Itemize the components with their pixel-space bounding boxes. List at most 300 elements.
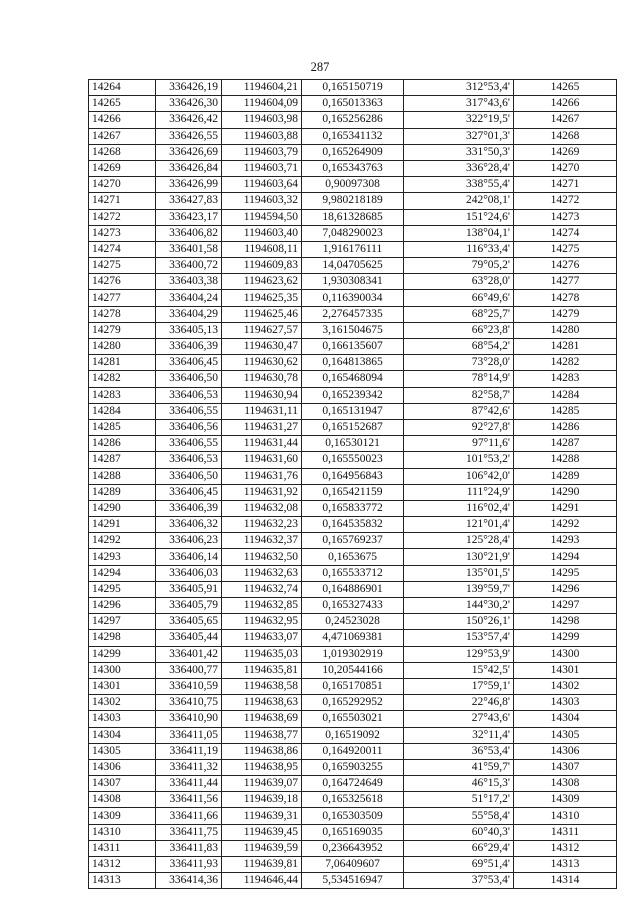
x-coordinate-cell: 336406,50: [156, 468, 222, 484]
distance-cell: 0,165550023: [302, 452, 404, 468]
coordinates-table: [88, 79, 617, 889]
table-row: [89, 517, 617, 533]
distance-cell: 3,161504675: [302, 322, 404, 338]
y-coordinate-cell: 1194632,95: [222, 614, 302, 630]
x-coordinate-cell: 336411,19: [156, 743, 222, 759]
distance-cell: 0,165131947: [302, 403, 404, 419]
point-number-cell: 14288: [89, 468, 156, 484]
distance-cell: 1,916176111: [302, 241, 404, 257]
table-row: [89, 711, 617, 727]
point-number-cell: 14280: [89, 339, 156, 355]
table-row: [89, 112, 617, 128]
bearing-angle-cell: 32°11,4': [404, 727, 514, 743]
point-number-cell: 14283: [89, 387, 156, 403]
point-number-cell: 14276: [89, 274, 156, 290]
point-number-cell: 14301: [89, 678, 156, 694]
bearing-angle-cell: 116°02,4': [404, 500, 514, 516]
next-point-cell: 14309: [514, 792, 617, 808]
distance-cell: 0,165341132: [302, 128, 404, 144]
y-coordinate-cell: 1194632,23: [222, 517, 302, 533]
next-point-cell: 14275: [514, 241, 617, 257]
point-number-cell: 14310: [89, 824, 156, 840]
bearing-angle-cell: 138°04,1': [404, 225, 514, 241]
y-coordinate-cell: 1194632,37: [222, 533, 302, 549]
next-point-cell: 14308: [514, 776, 617, 792]
next-point-cell: 14279: [514, 306, 617, 322]
x-coordinate-cell: 336426,69: [156, 144, 222, 160]
bearing-angle-cell: 55°58,4': [404, 808, 514, 824]
next-point-cell: 14267: [514, 112, 617, 128]
table-row: [89, 177, 617, 193]
bearing-angle-cell: 36°53,4': [404, 743, 514, 759]
bearing-angle-cell: 82°58,7': [404, 387, 514, 403]
y-coordinate-cell: 1194630,62: [222, 355, 302, 371]
x-coordinate-cell: 336406,55: [156, 403, 222, 419]
next-point-cell: 14286: [514, 419, 617, 435]
distance-cell: 0,166135607: [302, 339, 404, 355]
x-coordinate-cell: 336426,99: [156, 177, 222, 193]
x-coordinate-cell: 336404,24: [156, 290, 222, 306]
bearing-angle-cell: 130°21,9': [404, 549, 514, 565]
next-point-cell: 14313: [514, 857, 617, 873]
distance-cell: 0,24523028: [302, 614, 404, 630]
y-coordinate-cell: 1194639,18: [222, 792, 302, 808]
x-coordinate-cell: 336405,79: [156, 598, 222, 614]
bearing-angle-cell: 139°59,7': [404, 581, 514, 597]
bearing-angle-cell: 116°33,4': [404, 241, 514, 257]
y-coordinate-cell: 1194638,77: [222, 727, 302, 743]
point-number-cell: 14279: [89, 322, 156, 338]
bearing-angle-cell: 150°26,1': [404, 614, 514, 630]
next-point-cell: 14271: [514, 177, 617, 193]
distance-cell: 0,165169035: [302, 824, 404, 840]
next-point-cell: 14270: [514, 160, 617, 176]
table-row: [89, 840, 617, 856]
point-number-cell: 14286: [89, 436, 156, 452]
point-number-cell: 14302: [89, 695, 156, 711]
table-row: [89, 241, 617, 257]
next-point-cell: 14280: [514, 322, 617, 338]
distance-cell: 0,90097308: [302, 177, 404, 193]
next-point-cell: 14284: [514, 387, 617, 403]
distance-cell: 9,980218189: [302, 193, 404, 209]
next-point-cell: 14293: [514, 533, 617, 549]
next-point-cell: 14285: [514, 403, 617, 419]
x-coordinate-cell: 336411,32: [156, 759, 222, 775]
next-point-cell: 14292: [514, 517, 617, 533]
next-point-cell: 14294: [514, 549, 617, 565]
x-coordinate-cell: 336406,32: [156, 517, 222, 533]
y-coordinate-cell: 1194608,11: [222, 241, 302, 257]
y-coordinate-cell: 1194603,64: [222, 177, 302, 193]
bearing-angle-cell: 60°40,3': [404, 824, 514, 840]
point-number-cell: 14313: [89, 873, 156, 889]
next-point-cell: 14312: [514, 840, 617, 856]
y-coordinate-cell: 1194632,85: [222, 598, 302, 614]
distance-cell: 1,019302919: [302, 646, 404, 662]
x-coordinate-cell: 336406,14: [156, 549, 222, 565]
bearing-angle-cell: 78°14,9': [404, 371, 514, 387]
point-number-cell: 14308: [89, 792, 156, 808]
x-coordinate-cell: 336406,45: [156, 355, 222, 371]
distance-cell: 0,165152687: [302, 419, 404, 435]
y-coordinate-cell: 1194594,50: [222, 209, 302, 225]
y-coordinate-cell: 1194630,47: [222, 339, 302, 355]
x-coordinate-cell: 336410,90: [156, 711, 222, 727]
table-row: [89, 452, 617, 468]
table-row: [89, 387, 617, 403]
x-coordinate-cell: 336406,03: [156, 565, 222, 581]
x-coordinate-cell: 336405,91: [156, 581, 222, 597]
next-point-cell: 14291: [514, 500, 617, 516]
table-row: [89, 339, 617, 355]
y-coordinate-cell: 1194630,78: [222, 371, 302, 387]
bearing-angle-cell: 322°19,5': [404, 112, 514, 128]
point-number-cell: 14267: [89, 128, 156, 144]
next-point-cell: 14265: [514, 80, 617, 96]
point-number-cell: 14304: [89, 727, 156, 743]
next-point-cell: 14266: [514, 96, 617, 112]
point-number-cell: 14270: [89, 177, 156, 193]
table-row: [89, 225, 617, 241]
x-coordinate-cell: 336411,56: [156, 792, 222, 808]
table-row: [89, 695, 617, 711]
point-number-cell: 14293: [89, 549, 156, 565]
point-number-cell: 14305: [89, 743, 156, 759]
table-row: [89, 258, 617, 274]
table-row: [89, 371, 617, 387]
point-number-cell: 14297: [89, 614, 156, 630]
next-point-cell: 14302: [514, 678, 617, 694]
distance-cell: 0,165421159: [302, 484, 404, 500]
y-coordinate-cell: 1194632,63: [222, 565, 302, 581]
y-coordinate-cell: 1194631,92: [222, 484, 302, 500]
distance-cell: 18,61328685: [302, 209, 404, 225]
x-coordinate-cell: 336411,75: [156, 824, 222, 840]
table-row: [89, 549, 617, 565]
table-row: [89, 678, 617, 694]
table-row: [89, 873, 617, 889]
y-coordinate-cell: 1194632,74: [222, 581, 302, 597]
point-number-cell: 14268: [89, 144, 156, 160]
distance-cell: 0,16530121: [302, 436, 404, 452]
next-point-cell: 14268: [514, 128, 617, 144]
next-point-cell: 14296: [514, 581, 617, 597]
table-row: [89, 630, 617, 646]
point-number-cell: 14300: [89, 662, 156, 678]
x-coordinate-cell: 336406,82: [156, 225, 222, 241]
bearing-angle-cell: 66°23,8': [404, 322, 514, 338]
bearing-angle-cell: 66°49,6': [404, 290, 514, 306]
x-coordinate-cell: 336405,44: [156, 630, 222, 646]
point-number-cell: 14291: [89, 517, 156, 533]
distance-cell: 0,165013363: [302, 96, 404, 112]
point-number-cell: 14311: [89, 840, 156, 856]
x-coordinate-cell: 336401,58: [156, 241, 222, 257]
y-coordinate-cell: 1194603,40: [222, 225, 302, 241]
table-row: [89, 128, 617, 144]
distance-cell: 7,06409607: [302, 857, 404, 873]
table-row: [89, 209, 617, 225]
point-number-cell: 14299: [89, 646, 156, 662]
x-coordinate-cell: 336406,45: [156, 484, 222, 500]
bearing-angle-cell: 327°01,3': [404, 128, 514, 144]
distance-cell: 4,471069381: [302, 630, 404, 646]
point-number-cell: 14285: [89, 419, 156, 435]
next-point-cell: 14277: [514, 274, 617, 290]
y-coordinate-cell: 1194635,81: [222, 662, 302, 678]
x-coordinate-cell: 336400,72: [156, 258, 222, 274]
bearing-angle-cell: 73°28,0': [404, 355, 514, 371]
y-coordinate-cell: 1194638,69: [222, 711, 302, 727]
next-point-cell: 14273: [514, 209, 617, 225]
bearing-angle-cell: 153°57,4': [404, 630, 514, 646]
point-number-cell: 14296: [89, 598, 156, 614]
distance-cell: 0,164956843: [302, 468, 404, 484]
next-point-cell: 14290: [514, 484, 617, 500]
bearing-angle-cell: 37°53,4': [404, 873, 514, 889]
table-row: [89, 565, 617, 581]
point-number-cell: 14306: [89, 759, 156, 775]
y-coordinate-cell: 1194604,21: [222, 80, 302, 96]
bearing-angle-cell: 101°53,2': [404, 452, 514, 468]
distance-cell: 0,16519092: [302, 727, 404, 743]
x-coordinate-cell: 336406,39: [156, 500, 222, 516]
x-coordinate-cell: 336426,42: [156, 112, 222, 128]
bearing-angle-cell: 66°29,4': [404, 840, 514, 856]
point-number-cell: 14312: [89, 857, 156, 873]
x-coordinate-cell: 336426,84: [156, 160, 222, 176]
point-number-cell: 14303: [89, 711, 156, 727]
table-row: [89, 274, 617, 290]
table-row: [89, 662, 617, 678]
x-coordinate-cell: 336406,50: [156, 371, 222, 387]
point-number-cell: 14292: [89, 533, 156, 549]
y-coordinate-cell: 1194609,83: [222, 258, 302, 274]
coordinates-table-body: [89, 80, 617, 889]
bearing-angle-cell: 68°54,2': [404, 339, 514, 355]
point-number-cell: 14295: [89, 581, 156, 597]
point-number-cell: 14277: [89, 290, 156, 306]
distance-cell: 2,276457335: [302, 306, 404, 322]
distance-cell: 0,165533712: [302, 565, 404, 581]
bearing-angle-cell: 312°53,4': [404, 80, 514, 96]
bearing-angle-cell: 68°25,7': [404, 306, 514, 322]
y-coordinate-cell: 1194632,50: [222, 549, 302, 565]
point-number-cell: 14266: [89, 112, 156, 128]
point-number-cell: 14271: [89, 193, 156, 209]
x-coordinate-cell: 336426,19: [156, 80, 222, 96]
point-number-cell: 14290: [89, 500, 156, 516]
point-number-cell: 14287: [89, 452, 156, 468]
y-coordinate-cell: 1194603,98: [222, 112, 302, 128]
table-row: [89, 792, 617, 808]
distance-cell: 5,534516947: [302, 873, 404, 889]
bearing-angle-cell: 242°08,1': [404, 193, 514, 209]
next-point-cell: 14276: [514, 258, 617, 274]
y-coordinate-cell: 1194639,31: [222, 808, 302, 824]
point-number-cell: 14281: [89, 355, 156, 371]
distance-cell: 14,04705625: [302, 258, 404, 274]
y-coordinate-cell: 1194631,44: [222, 436, 302, 452]
bearing-angle-cell: 331°50,3': [404, 144, 514, 160]
table-row: [89, 436, 617, 452]
bearing-angle-cell: 111°24,9': [404, 484, 514, 500]
next-point-cell: 14307: [514, 759, 617, 775]
distance-cell: 0,164886901: [302, 581, 404, 597]
distance-cell: 0,164813865: [302, 355, 404, 371]
table-row: [89, 646, 617, 662]
table-row: [89, 80, 617, 96]
bearing-angle-cell: 87°42,6': [404, 403, 514, 419]
bearing-angle-cell: 121°01,4': [404, 517, 514, 533]
y-coordinate-cell: 1194646,44: [222, 873, 302, 889]
distance-cell: 7,048290023: [302, 225, 404, 241]
bearing-angle-cell: 97°11,6': [404, 436, 514, 452]
distance-cell: 0,165327433: [302, 598, 404, 614]
y-coordinate-cell: 1194638,86: [222, 743, 302, 759]
table-row: [89, 759, 617, 775]
bearing-angle-cell: 151°24,6': [404, 209, 514, 225]
y-coordinate-cell: 1194603,71: [222, 160, 302, 176]
bearing-angle-cell: 317°43,6': [404, 96, 514, 112]
distance-cell: 0,164535832: [302, 517, 404, 533]
table-row: [89, 355, 617, 371]
point-number-cell: 14265: [89, 96, 156, 112]
x-coordinate-cell: 336406,23: [156, 533, 222, 549]
x-coordinate-cell: 336403,38: [156, 274, 222, 290]
table-row: [89, 857, 617, 873]
x-coordinate-cell: 336400,77: [156, 662, 222, 678]
next-point-cell: 14300: [514, 646, 617, 662]
next-point-cell: 14297: [514, 598, 617, 614]
x-coordinate-cell: 336404,29: [156, 306, 222, 322]
bearing-angle-cell: 129°53,9': [404, 646, 514, 662]
bearing-angle-cell: 125°28,4': [404, 533, 514, 549]
x-coordinate-cell: 336406,55: [156, 436, 222, 452]
distance-cell: 0,165239342: [302, 387, 404, 403]
distance-cell: 0,1653675: [302, 549, 404, 565]
point-number-cell: 14272: [89, 209, 156, 225]
x-coordinate-cell: 336414,36: [156, 873, 222, 889]
table-row: [89, 468, 617, 484]
next-point-cell: 14295: [514, 565, 617, 581]
next-point-cell: 14306: [514, 743, 617, 759]
y-coordinate-cell: 1194603,32: [222, 193, 302, 209]
next-point-cell: 14269: [514, 144, 617, 160]
next-point-cell: 14288: [514, 452, 617, 468]
x-coordinate-cell: 336411,83: [156, 840, 222, 856]
distance-cell: 0,116390034: [302, 290, 404, 306]
distance-cell: 0,165292952: [302, 695, 404, 711]
point-number-cell: 14274: [89, 241, 156, 257]
y-coordinate-cell: 1194630,94: [222, 387, 302, 403]
x-coordinate-cell: 336411,44: [156, 776, 222, 792]
point-number-cell: 14264: [89, 80, 156, 96]
table-row: [89, 533, 617, 549]
table-row: [89, 306, 617, 322]
y-coordinate-cell: 1194631,27: [222, 419, 302, 435]
bearing-angle-cell: 79°05,2': [404, 258, 514, 274]
x-coordinate-cell: 336411,93: [156, 857, 222, 873]
y-coordinate-cell: 1194639,59: [222, 840, 302, 856]
point-number-cell: 14284: [89, 403, 156, 419]
table-row: [89, 727, 617, 743]
distance-cell: 0,165264909: [302, 144, 404, 160]
point-number-cell: 14278: [89, 306, 156, 322]
next-point-cell: 14287: [514, 436, 617, 452]
table-row: [89, 598, 617, 614]
next-point-cell: 14314: [514, 873, 617, 889]
distance-cell: 0,165303509: [302, 808, 404, 824]
y-coordinate-cell: 1194603,79: [222, 144, 302, 160]
y-coordinate-cell: 1194638,63: [222, 695, 302, 711]
next-point-cell: 14304: [514, 711, 617, 727]
distance-cell: 0,165903255: [302, 759, 404, 775]
table-row: [89, 193, 617, 209]
point-number-cell: 14282: [89, 371, 156, 387]
next-point-cell: 14310: [514, 808, 617, 824]
distance-cell: 0,165769237: [302, 533, 404, 549]
x-coordinate-cell: 336410,59: [156, 678, 222, 694]
distance-cell: 0,236643952: [302, 840, 404, 856]
x-coordinate-cell: 336405,65: [156, 614, 222, 630]
y-coordinate-cell: 1194604,09: [222, 96, 302, 112]
point-number-cell: 14298: [89, 630, 156, 646]
next-point-cell: 14283: [514, 371, 617, 387]
point-number-cell: 14309: [89, 808, 156, 824]
distance-cell: 10,20544166: [302, 662, 404, 678]
y-coordinate-cell: 1194638,58: [222, 678, 302, 694]
x-coordinate-cell: 336426,55: [156, 128, 222, 144]
next-point-cell: 14282: [514, 355, 617, 371]
next-point-cell: 14272: [514, 193, 617, 209]
x-coordinate-cell: 336401,42: [156, 646, 222, 662]
table-row: [89, 160, 617, 176]
x-coordinate-cell: 336406,56: [156, 419, 222, 435]
bearing-angle-cell: 22°46,8': [404, 695, 514, 711]
bearing-angle-cell: 51°17,2': [404, 792, 514, 808]
next-point-cell: 14299: [514, 630, 617, 646]
y-coordinate-cell: 1194639,07: [222, 776, 302, 792]
bearing-angle-cell: 63°28,0': [404, 274, 514, 290]
point-number-cell: 14269: [89, 160, 156, 176]
bearing-angle-cell: 41°59,7': [404, 759, 514, 775]
table-row: [89, 776, 617, 792]
table-row: [89, 96, 617, 112]
next-point-cell: 14305: [514, 727, 617, 743]
table-row: [89, 290, 617, 306]
next-point-cell: 14303: [514, 695, 617, 711]
y-coordinate-cell: 1194631,76: [222, 468, 302, 484]
table-row: [89, 403, 617, 419]
y-coordinate-cell: 1194603,88: [222, 128, 302, 144]
next-point-cell: 14298: [514, 614, 617, 630]
y-coordinate-cell: 1194625,35: [222, 290, 302, 306]
distance-cell: 1,930308341: [302, 274, 404, 290]
y-coordinate-cell: 1194625,46: [222, 306, 302, 322]
next-point-cell: 14281: [514, 339, 617, 355]
next-point-cell: 14311: [514, 824, 617, 840]
x-coordinate-cell: 336406,53: [156, 452, 222, 468]
distance-cell: 0,165256286: [302, 112, 404, 128]
table-row: [89, 500, 617, 516]
point-number-cell: 14294: [89, 565, 156, 581]
table-row: [89, 484, 617, 500]
x-coordinate-cell: 336411,66: [156, 808, 222, 824]
distance-cell: 0,165150719: [302, 80, 404, 96]
bearing-angle-cell: 15°42,5': [404, 662, 514, 678]
